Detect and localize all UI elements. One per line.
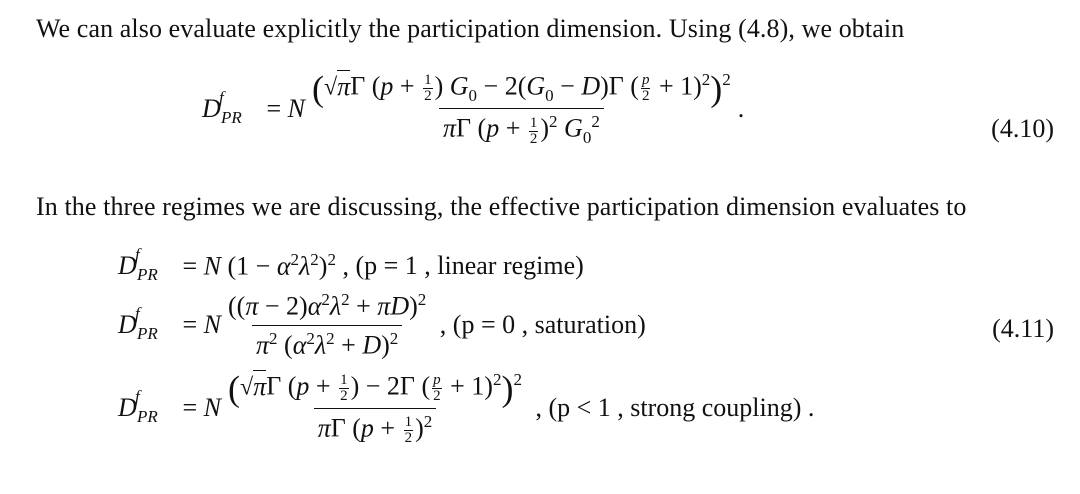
equation-4-11-linear: D f PR = N $(1 - \alpha^2\lambda^2)^2$ , (p = 1 , linear regime) bbox=[118, 244, 584, 284]
equation-4-11-strong: D f PR = N (√πΓ (p + $\frac{1}{2}$ ) − 2Γ ( $\frac{p}{2}$ + 1)$^2$)$^2$ πΓ (p + $\frac{1}{2}$ )$^2$ , (p < 1 , strong coupling) . bbox=[118, 368, 815, 447]
equation-number-4-10: (4.10) bbox=[991, 114, 1054, 143]
fraction-4-10: (√πΓ (p + $\frac{1}{2}$ ) $G_0 - 2(G_0 - D)\Gamma$ ( $\frac{p}{2}$ + 1)$^2$)$^2$ πΓ (p + $\frac{1}{2}$ )$^2$ $G_0^2$ bbox=[312, 68, 731, 148]
regime-strong-label: (p < 1 , strong coupling) . bbox=[548, 393, 815, 423]
regime-saturation-label: (p = 0 , saturation) bbox=[452, 310, 646, 340]
equation-number-4-11: (4.11) bbox=[992, 314, 1054, 343]
equation-4-11-saturation: D f PR = N $\frac{((\pi - 2)\alpha^2\lambda^2 + \pi D)^2}{\pi^2 (\alpha^2\lambda^2 + D)^2}$ , (p = 0 , saturation) bbox=[118, 290, 646, 360]
paragraph-regimes: In the three regimes we are discussing, the effective participation dimension evaluates to bbox=[36, 192, 967, 221]
equation-4-10: D f PR = N (√πΓ (p + $\frac{1}{2}$ ) $G_0 - 2(G_0 - D)\Gamma$ ( $\frac{p}{2}$ + 1)$^2$)$^2$ πΓ (p + $\frac{1}{2}$ )$^2$ $G_0^2$ . bbox=[202, 68, 745, 148]
dpr-symbol: D f PR bbox=[202, 87, 242, 127]
regime-linear-label: (p = 1 , linear regime) bbox=[355, 250, 584, 280]
paragraph-intro: We can also evaluate explicitly the participation dimension. Using (4.8), we obtain bbox=[36, 14, 905, 43]
